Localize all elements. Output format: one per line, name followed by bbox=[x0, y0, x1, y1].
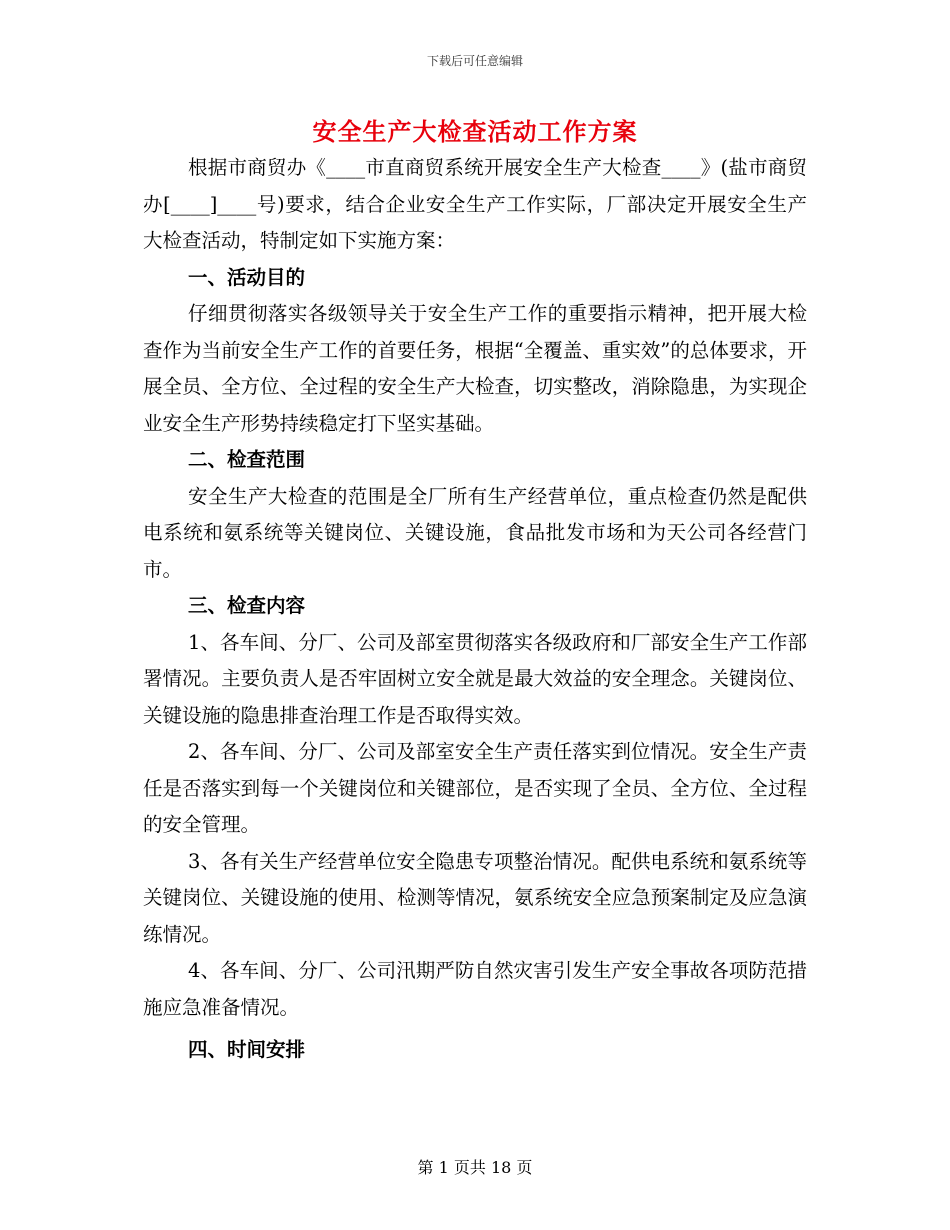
section-purpose bbox=[143, 260, 807, 443]
section-content bbox=[143, 588, 807, 1026]
section-heading: 三、检查内容 bbox=[188, 594, 306, 617]
section-heading: 二、检查范围 bbox=[188, 448, 306, 471]
section-paragraph: 1、各车间、分厂、公司及部室贯彻落实各级政府和厂部安全生产工作部署情况。主要负责人是否牢固树立安全就是最大效益的安全理念。关键岗位、关键设施的隐患排查治理工作是否取得实效。 bbox=[143, 630, 807, 727]
section-paragraph: 3、各有关生产经营单位安全隐患专项整治情况。配供电系统和氨系统等关键岗位、关键设施的使用、检测等情况，氨系统安全应急预案制定及应急演练情况。 bbox=[143, 849, 807, 946]
section-paragraph: 2、各车间、分厂、公司及部室安全生产责任落实到位情况。安全生产责任是否落实到每一个关键岗位和关键部位，是否实现了全员、全方位、全过程的安全管理。 bbox=[143, 740, 807, 836]
intro-paragraph: 根据市商贸办《____市直商贸系统开展安全生产大检查____》(盐市商贸办[____]____号)要求，结合企业安全生产工作实际，厂部决定开展安全生产大检查活动，特制定如下实施方案： bbox=[143, 156, 807, 252]
document-title: 安全生产大检查活动工作方案 bbox=[312, 117, 638, 146]
section-paragraph: 安全生产大检查的范围是全厂所有生产经营单位，重点检查仍然是配供电系统和氨系统等关键岗位、关键设施，食品批发市场和为天公司各经营门市。 bbox=[143, 484, 807, 581]
document-body bbox=[143, 150, 807, 1069]
page-footer: 第 1 页共 18 页 bbox=[417, 1158, 533, 1177]
section-scope bbox=[143, 442, 807, 588]
page-header: 下载后可任意编辑 bbox=[426, 54, 523, 68]
section-heading: 一、活动目的 bbox=[188, 265, 306, 289]
section-paragraph: 仔细贯彻落实各级领导关于安全生产工作的重要指示精神，把开展大检查作为当前安全生产工作的首要任务，根据“全覆盖、重实效”的总体要求，开展全员、全方位、全过程的安全生产大检查，切实整改，消除隐患，为实现企业安全生产形势持续稳定打下坚实基础。 bbox=[143, 302, 807, 435]
section-heading: 四、时间安排 bbox=[188, 1038, 306, 1061]
section-schedule bbox=[143, 1032, 807, 1069]
section-paragraph: 4、各车间、分厂、公司汛期严防自然灾害引发生产安全事故各项防范措施应急准备情况。 bbox=[143, 959, 807, 1019]
